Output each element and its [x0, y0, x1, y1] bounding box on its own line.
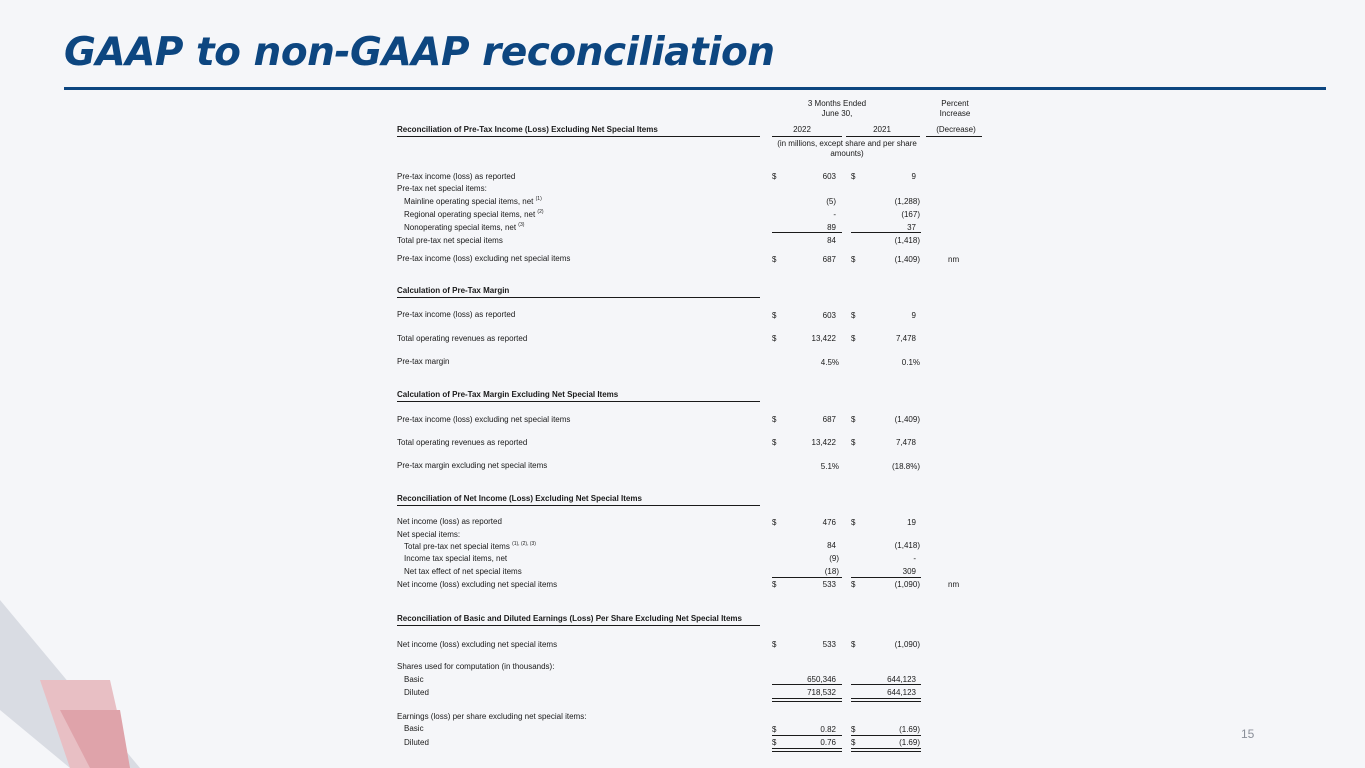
value-2021: 7,478: [895, 438, 916, 447]
dollar-sign: $: [772, 738, 777, 747]
section-title-margin-excl: Calculation of Pre-Tax Margin Excluding Net Special Items: [397, 390, 619, 399]
row-label: Income tax special items, net: [404, 554, 508, 563]
section-title-margin: Calculation of Pre-Tax Margin: [397, 286, 510, 295]
col-header-2021: 2021: [873, 125, 891, 134]
value-2022: (9): [829, 554, 839, 563]
value-2022: 13,422: [811, 334, 836, 343]
value-2022: 89: [827, 223, 836, 232]
value-2022: 84: [827, 236, 836, 245]
dollar-sign: $: [851, 725, 856, 734]
row-label: Basic: [404, 675, 424, 684]
dollar-sign: $: [772, 255, 777, 264]
value-2022: 603: [822, 172, 836, 181]
dollar-sign: $: [851, 255, 856, 264]
dollar-sign: $: [772, 518, 777, 527]
row-label: Pre-tax income (loss) excluding net special items: [397, 415, 571, 424]
value-pct: nm: [948, 255, 960, 264]
dollar-sign: $: [851, 415, 856, 424]
dollar-sign: $: [772, 580, 777, 589]
dollar-sign: $: [772, 725, 777, 734]
row-label: Net income (loss) excluding net special items: [397, 640, 558, 649]
row-label: Diluted: [404, 688, 429, 697]
dollar-sign: $: [772, 640, 777, 649]
dollar-sign: $: [772, 438, 777, 447]
row-label: Pre-tax margin: [397, 357, 450, 366]
dollar-sign: $: [851, 311, 856, 320]
value-2022: 687: [822, 255, 836, 264]
value-2021: (1.69): [899, 738, 920, 747]
dollar-sign: $: [772, 311, 777, 320]
dollar-sign: $: [851, 334, 856, 343]
row-label: Net income (loss) as reported: [397, 517, 502, 526]
value-2021: 9: [911, 311, 916, 320]
row-label: Basic: [404, 724, 424, 733]
page-number: 15: [1241, 727, 1255, 741]
value-2022: 718,532: [807, 688, 836, 697]
row-label: Shares used for computation (in thousands):: [397, 662, 555, 671]
dollar-sign: $: [772, 334, 777, 343]
period-header: 3 Months Ended June 30,: [807, 99, 867, 118]
dollar-sign: $: [851, 518, 856, 527]
dollar-sign: $: [851, 580, 856, 589]
row-label: Regional operating special items, net $^{(2)}$: [404, 209, 544, 219]
value-2022: 0.76: [820, 738, 836, 747]
row-label: Pre-tax income (loss) as reported: [397, 310, 516, 319]
value-2021: (1,418): [894, 541, 920, 550]
row-label: Net special items:: [397, 530, 461, 539]
section-title-eps: Reconciliation of Basic and Diluted Earnings (Loss) Per Share Excluding Net Special Items: [397, 614, 742, 623]
value-2021: 309: [902, 567, 916, 576]
units-note: (in millions, except share and per share amounts): [777, 139, 917, 158]
dollar-sign: $: [772, 415, 777, 424]
value-2021: (1,090): [894, 640, 920, 649]
value-2022: 533: [822, 640, 836, 649]
value-2021: 644,123: [887, 688, 916, 697]
dollar-sign: $: [851, 438, 856, 447]
brand-logo-decoration: [0, 560, 150, 768]
value-2021: (1,288): [894, 197, 920, 206]
row-label: Total operating revenues as reported: [397, 334, 528, 343]
value-pct: nm: [948, 580, 960, 589]
value-2022: 687: [822, 415, 836, 424]
percent-header: Percent Increase: [939, 99, 971, 118]
value-2021: (1,090): [894, 580, 920, 589]
value-2021: (1.69): [899, 725, 920, 734]
section-title-net-income: Reconciliation of Net Income (Loss) Excluding Net Special Items: [397, 494, 642, 503]
value-2021: 37: [907, 223, 916, 232]
value-2021: 0.1%: [901, 358, 920, 367]
value-2021: 19: [907, 518, 916, 527]
row-label: Net income (loss) excluding net special items: [397, 580, 558, 589]
value-2022: 0.82: [820, 725, 836, 734]
dollar-sign: $: [851, 172, 856, 181]
value-2022: 533: [822, 580, 836, 589]
row-label: Pre-tax income (loss) as reported: [397, 172, 516, 181]
row-label: Pre-tax margin excluding net special items: [397, 461, 548, 470]
row-label: Total pre-tax net special items $^{(1), (2), (3)}$: [404, 541, 536, 551]
col-header-pct: (Decrease): [936, 125, 976, 134]
title-underline: [64, 87, 1326, 90]
value-2021: (1,409): [894, 415, 920, 424]
dollar-sign: $: [772, 172, 777, 181]
value-2022: 476: [822, 518, 836, 527]
row-label: Net tax effect of net special items: [404, 567, 522, 576]
value-2022: 603: [822, 311, 836, 320]
value-2022: 650,346: [807, 675, 836, 684]
section-title-pretax: Reconciliation of Pre-Tax Income (Loss) Excluding Net Special Items: [397, 125, 658, 134]
value-2022: 5.1%: [820, 462, 839, 471]
value-2022: 84: [827, 541, 836, 550]
value-2021: 644,123: [887, 675, 916, 684]
value-2021: 9: [911, 172, 916, 181]
value-2021: (167): [901, 210, 920, 219]
row-label: Earnings (loss) per share excluding net special items:: [397, 712, 587, 721]
value-2021: (18.8%): [891, 462, 920, 471]
value-2022: (18): [824, 567, 839, 576]
value-2021: 7,478: [895, 334, 916, 343]
row-label: Mainline operating special items, net $^{(1)}$: [404, 196, 542, 206]
row-label: Nonoperating special items, net $^{(3)}$: [404, 222, 525, 232]
value-2021: -: [913, 554, 916, 563]
col-header-2022: 2022: [793, 125, 811, 134]
row-label: Pre-tax net special items:: [397, 184, 487, 193]
dollar-sign: $: [851, 640, 856, 649]
value-2022: -: [833, 210, 836, 219]
value-2021: (1,418): [894, 236, 920, 245]
dollar-sign: $: [851, 738, 856, 747]
value-2022: 4.5%: [820, 358, 839, 367]
row-label: Diluted: [404, 738, 429, 747]
row-label: Pre-tax income (loss) excluding net special items: [397, 254, 571, 263]
slide-title: GAAP to non-GAAP reconciliation: [64, 30, 775, 75]
value-2021: (1,409): [894, 255, 920, 264]
row-label: Total operating revenues as reported: [397, 438, 528, 447]
value-2022: 13,422: [811, 438, 836, 447]
value-2022: (5): [826, 197, 836, 206]
row-label: Total pre-tax net special items: [397, 236, 503, 245]
